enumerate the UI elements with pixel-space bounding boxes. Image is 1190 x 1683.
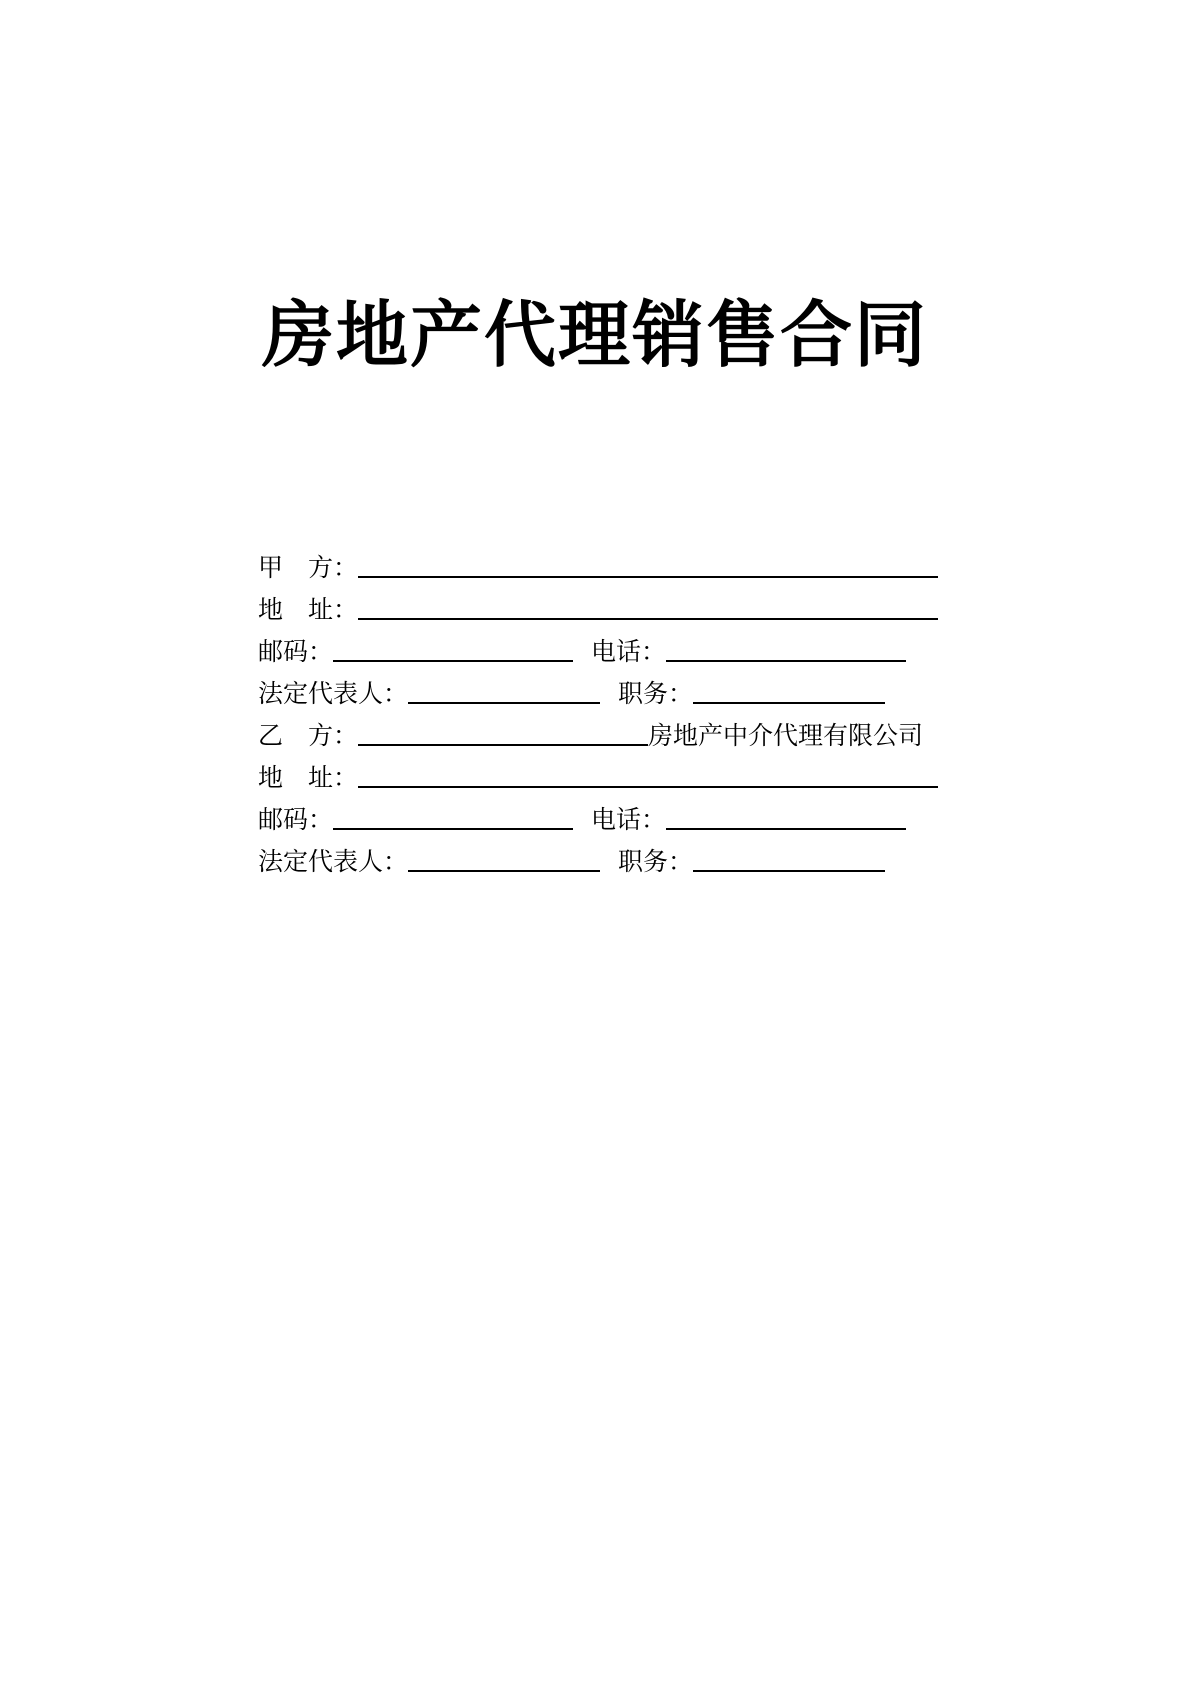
party-b-position-label: 职务：	[618, 847, 694, 876]
party-a-phone-field[interactable]	[666, 630, 906, 662]
party-b-position-field[interactable]	[693, 840, 885, 872]
party-a-contact-row	[258, 628, 958, 670]
party-b-contact-row	[258, 796, 958, 838]
document-title: 房地产代理销售合同	[261, 293, 928, 377]
party-b-postcode-label: 邮码：	[258, 805, 334, 834]
party-a-postcode-label: 邮码：	[258, 637, 334, 666]
party-a-postcode-field[interactable]	[333, 630, 573, 662]
party-b-phone-field[interactable]	[666, 798, 906, 830]
party-a-name-field[interactable]	[358, 546, 938, 578]
party-a-legal-row	[258, 670, 958, 712]
party-a-name-label: 甲 方：	[258, 553, 359, 582]
party-a-address-label: 地 址：	[258, 595, 359, 624]
party-b-postcode-field[interactable]	[333, 798, 573, 830]
party-a-legal-rep-label: 法定代表人：	[258, 679, 409, 708]
party-b-phone-label: 电话：	[591, 805, 667, 834]
party-b-name-field[interactable]	[358, 714, 648, 746]
party-a-address-row	[258, 586, 958, 628]
party-a-position-label: 职务：	[618, 679, 694, 708]
party-b-name-row	[258, 712, 958, 754]
party-b-address-row	[258, 754, 958, 796]
party-a-position-field[interactable]	[693, 672, 885, 704]
party-b-company-suffix: 房地产中介代理有限公司	[648, 721, 924, 750]
party-a-legal-rep-field[interactable]	[408, 672, 600, 704]
party-b-legal-row	[258, 838, 958, 880]
party-a-name-row	[258, 544, 958, 586]
party-a-phone-label: 电话：	[591, 637, 667, 666]
party-a-address-field[interactable]	[358, 588, 938, 620]
party-b-legal-rep-field[interactable]	[408, 840, 600, 872]
party-b-address-label: 地 址：	[258, 763, 359, 792]
party-info-block	[258, 544, 958, 880]
party-b-legal-rep-label: 法定代表人：	[258, 847, 409, 876]
party-b-name-label: 乙 方：	[258, 721, 359, 750]
party-b-address-field[interactable]	[358, 756, 938, 788]
